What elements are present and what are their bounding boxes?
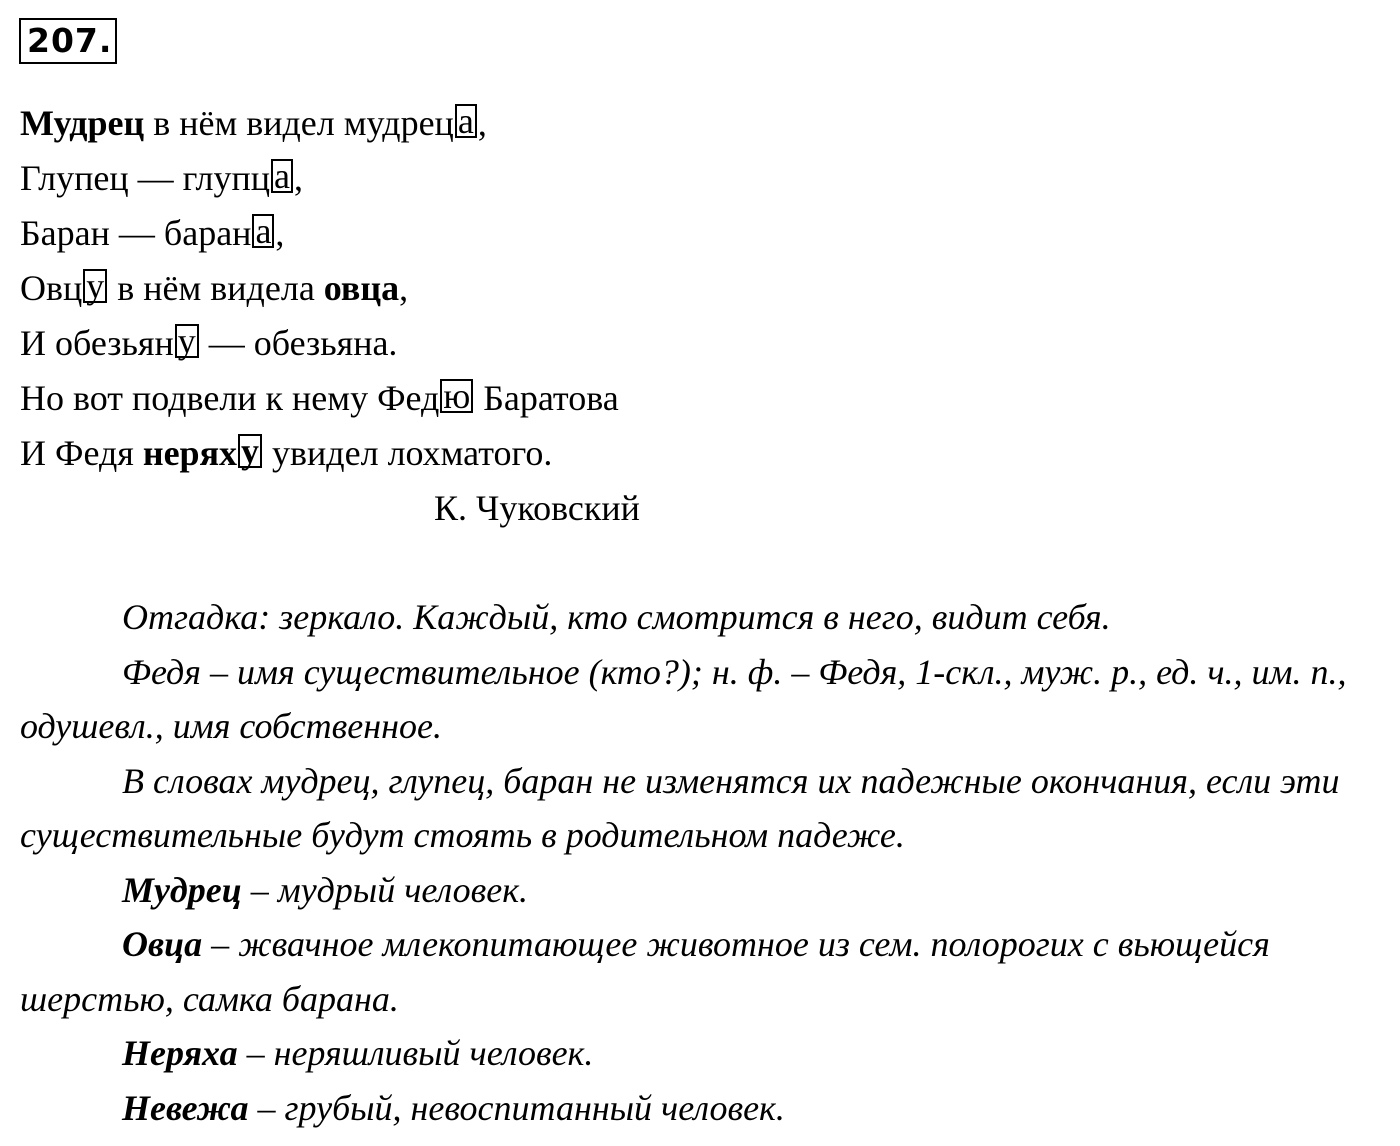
text-run: Федя – имя существительное (кто?); н. ф. – Федя, 1-скл., муж. р., ед. ч., им. п., одушевл., имя собственное. [20,651,1347,746]
answer-paragraph [20,1081,1370,1136]
text-run: И обезьян [20,323,174,363]
text-run: Баратова [474,378,619,418]
text-run: Глупец — глупц [20,158,271,198]
highlighted-ending: у [238,434,262,468]
text-run: И Федя [20,433,143,473]
poem-lines [20,96,1380,481]
answer-paragraph [20,645,1370,754]
poem [20,96,1380,536]
poem-line [20,316,1380,371]
text-run: В словах мудрец, глупец, баран не изменятся их падежные окончания, если эти существительные будут стоять в родительном падеже. [20,760,1340,855]
defined-term: Невежа [122,1087,249,1128]
highlighted-ending: а [252,214,274,248]
answer-text [20,590,1370,1135]
answer-paragraph [20,754,1370,863]
text-run: – неряшливый человек. [237,1033,594,1073]
exercise-number: 207. [19,18,117,64]
text-run: Овц [20,268,83,308]
text-run: Но вот подвели к нему Фед [20,378,440,418]
text-run: в нём видел мудрец [144,103,454,143]
text-run: — обезьяна. [199,323,398,363]
text-run: – мудрый человек. [241,869,529,910]
defined-term: Мудрец [122,869,242,910]
poem-line [20,261,1380,316]
bold-word: нерях [142,433,238,473]
highlighted-ending: ю [440,379,473,413]
poem-author: К. Чуковский [434,488,640,528]
highlighted-ending: а [271,159,293,193]
highlighted-ending: а [455,104,477,138]
poem-line [20,206,1380,261]
text-run: – жвачное млекопитающее животное из сем. полорогих с вьющейся шерстью, самка барана. [20,924,1270,1019]
text-run: Отгадка: зеркало. Каждый, кто смотрится в него, видит себя. [122,597,1111,637]
text-run: , [294,158,303,198]
text-run: , [477,103,487,143]
poem-line [20,151,1380,206]
text-run: в нём видела [108,268,324,308]
defined-term: Овца [122,924,203,964]
defined-term: Неряха [122,1033,238,1073]
bold-word: овца [323,268,400,308]
text-run: увидел лохматого. [263,433,553,473]
answer-paragraph [20,863,1370,918]
bold-word: Мудрец [20,103,145,143]
poem-line [20,96,1380,151]
answer-paragraph [20,590,1370,645]
highlighted-ending: у [175,324,199,358]
text-run: , [399,268,409,308]
poem-line [20,371,1380,426]
text-run: Баран — баран [20,213,252,253]
poem-line [20,426,1380,481]
answer-paragraph [20,1026,1370,1081]
highlighted-ending: у [83,269,107,303]
answer-paragraph [20,917,1370,1026]
text-run: , [275,213,285,253]
text-run: – грубый, невоспитанный человек. [248,1087,785,1128]
